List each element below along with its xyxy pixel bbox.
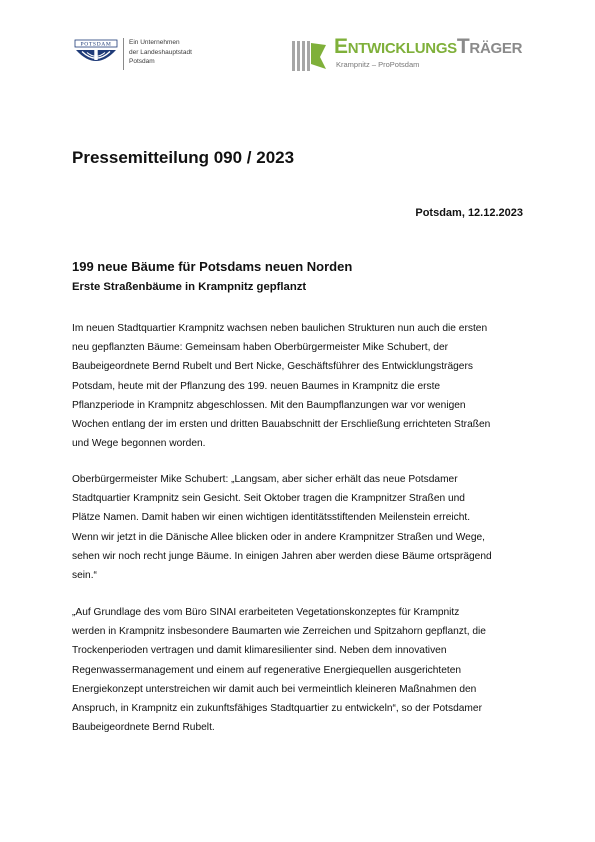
logo-divider: [123, 38, 124, 70]
paragraph-line: Pflanzperiode in Krampnitz abgeschlossen. Mit den Baumpflanzungen war vor wenigen: [72, 399, 466, 411]
paragraph-line: Oberbürgermeister Mike Schubert: „Langsam, aber sicher erhält das neue Potsdamer: [72, 474, 458, 485]
brand-wordmark: [334, 35, 522, 59]
paragraph-line: und Wege begonnen worden.: [72, 438, 206, 450]
entwicklungstraeger-logo: [290, 34, 560, 76]
brand-word-green: Entwicklungs: [334, 35, 457, 58]
paragraph-line: „Auf Grundlage des vom Büro SINAI erarbeiteten Vegetationskonzeptes für Krampnitz: [72, 607, 460, 618]
paragraph-line: Plätze Namen. Damit haben wir einen wichtigen identitätsstiftenden Meilenstein erreicht.: [72, 512, 471, 524]
quote-paragraph: [72, 470, 527, 585]
paragraph-line: sein.“: [72, 570, 97, 582]
potsdam-logo-line: Potsdam: [129, 58, 155, 65]
potsdam-logo-line: der Landeshauptstadt: [129, 48, 192, 56]
paragraph-line: Energiekonzept unterstreichen wir damit auch bei vermeintlich kleineren Maßnahmen den: [72, 683, 477, 695]
brand-subtitle: Krampnitz – ProPotsdam: [336, 60, 420, 69]
paragraph-line: Baubeigeordnete Bernd Rubelt.: [72, 722, 215, 734]
potsdam-seal-text: POTSDAM: [80, 41, 112, 48]
document-title: Pressemitteilung 090 / 2023: [72, 148, 295, 167]
potsdam-logo-line: Ein Unternehmen: [129, 39, 180, 46]
paragraph-line: Regenwassermanagement und einem auf regenerative Energiequellen ausgerichteten: [72, 664, 462, 676]
paragraph-line: neu gepflanzten Bäume: Gemeinsam haben Oberbürgermeister Mike Schubert, der: [72, 342, 449, 354]
place-date: Potsdam, 12.12.2023: [415, 207, 523, 219]
paragraph-line: Im neuen Stadtquartier Krampnitz wachsen neben baulichen Strukturen nun auch die ersten: [72, 323, 488, 334]
potsdam-logo-text: [129, 38, 192, 67]
paragraph-line: Stadtquartier Krampnitz sein Gesicht. Seit Oktober tragen die Krampnitzer Straßen und: [72, 493, 465, 505]
brand-word-gray: Träger: [456, 35, 523, 58]
paragraph: [72, 319, 527, 453]
potsdam-seal-icon: [73, 38, 119, 70]
subheadline: Erste Straßenbäume in Krampnitz gepflanzt: [72, 281, 307, 293]
paragraph-line: Trockenperioden vertragen und damit klimaresilienter sind. Neben dem innovativen: [72, 645, 447, 657]
paragraph-line: Wenn wir jetzt in die Dänische Allee blicken oder in andere Krampnitzer Straßen und Wege,: [72, 531, 486, 543]
paragraph-line: Potsdam, heute mit der Pflanzung des 199. neuen Baumes in Krampnitz die erste: [72, 380, 441, 392]
quote-paragraph: [72, 603, 527, 737]
paragraph-line: Wochen entlang der im ersten und dritten Bauabschnitt der Erschließung errichteten Straßen: [72, 419, 491, 431]
paragraph-line: Baubeigeordnete Bernd Rubelt und Bert Nicke, Geschäftsführer des Entwicklungsträgers: [72, 361, 473, 373]
headline: 199 neue Bäume für Potsdams neuen Norden: [72, 259, 353, 274]
paragraph-line: sehen wir noch recht junge Bäume. In einigen Jahren aber werden diese Bäume ortsprägend: [72, 550, 492, 562]
paragraph-line: Anspruch, in Krampnitz ein zukunftsfähiges Stadtquartier zu entwickeln“, so der Potsdamer: [72, 703, 482, 715]
paragraph-line: werden in Krampnitz insbesondere Baumarten wie Zerreichen und Spitzahorn gepflanzt, die: [72, 626, 486, 638]
bars-flag-icon: [290, 36, 330, 74]
potsdam-logo: [73, 36, 213, 76]
